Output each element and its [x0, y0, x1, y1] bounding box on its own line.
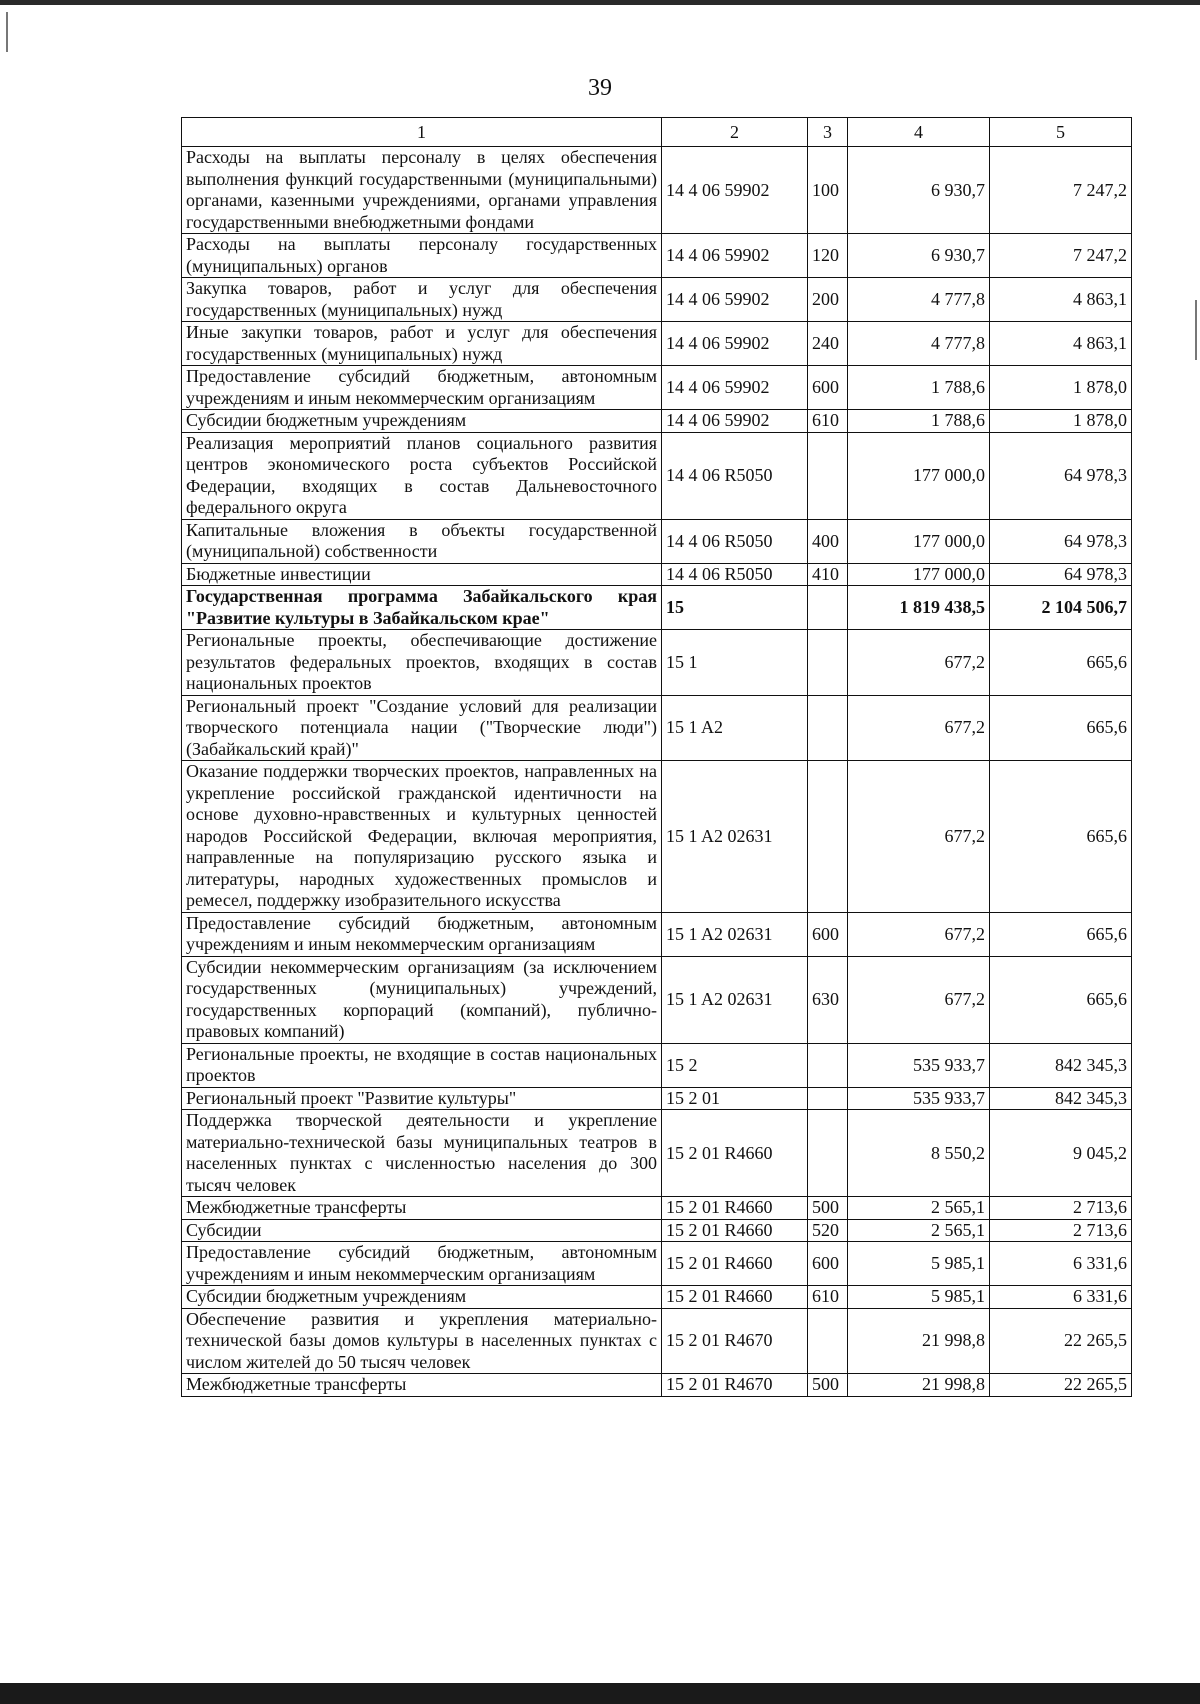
row-value-2024-cell: 21 998,8 [848, 1374, 990, 1397]
row-value-2024-cell: 677,2 [848, 630, 990, 696]
row-type-cell [808, 630, 848, 696]
row-code-cell: 15 2 [662, 1043, 808, 1087]
row-code-cell: 15 2 01 R4670 [662, 1374, 808, 1397]
row-name-cell: Предоставление субсидий бюджетным, автономным учреждениям и иным некоммерческим организациям [182, 1242, 662, 1286]
row-type-cell [808, 1110, 848, 1197]
row-type-cell [808, 761, 848, 913]
table-row [182, 1197, 1132, 1220]
row-name-cell: Межбюджетные трансферты [182, 1197, 662, 1220]
row-code-cell: 14 4 06 R5050 [662, 432, 808, 519]
table-row [182, 761, 1132, 913]
row-type-cell [808, 1308, 848, 1374]
row-name-cell: Региональные проекты, обеспечивающие достижение результатов федеральных проектов, входящих в состав национальных проектов [182, 630, 662, 696]
row-name-cell: Бюджетные инвестиции [182, 563, 662, 586]
row-value-2025-cell: 2 104 506,7 [990, 586, 1132, 630]
row-value-2024-cell: 5 985,1 [848, 1286, 990, 1309]
row-type-cell [808, 586, 848, 630]
row-name-cell: Государственная программа Забайкальского края "Развитие культуры в Забайкальском крае" [182, 586, 662, 630]
scan-border-bottom [0, 1683, 1200, 1704]
row-type-cell: 120 [808, 234, 848, 278]
row-value-2024-cell: 177 000,0 [848, 519, 990, 563]
scan-border-top [0, 0, 1200, 5]
row-value-2025-cell: 4 863,1 [990, 278, 1132, 322]
row-name-cell: Поддержка творческой деятельности и укрепление материально-технической базы муниципальных театров в населенных пунктах с численностью населения до 300 тысяч человек [182, 1110, 662, 1197]
table-row [182, 234, 1132, 278]
row-value-2024-cell: 4 777,8 [848, 322, 990, 366]
table-row [182, 1110, 1132, 1197]
row-value-2025-cell: 2 713,6 [990, 1197, 1132, 1220]
row-type-cell: 410 [808, 563, 848, 586]
header-cell: 4 [848, 118, 990, 147]
row-value-2025-cell: 6 331,6 [990, 1286, 1132, 1309]
row-name-cell: Региональный проект "Создание условий для реализации творческого потенциала нации ("Творческие люди") (Забайкальский край)" [182, 695, 662, 761]
row-value-2025-cell: 22 265,5 [990, 1374, 1132, 1397]
row-value-2024-cell: 8 550,2 [848, 1110, 990, 1197]
row-type-cell [808, 1087, 848, 1110]
row-type-cell: 200 [808, 278, 848, 322]
row-name-cell: Региональные проекты, не входящие в состав национальных проектов [182, 1043, 662, 1087]
header-cell: 1 [182, 118, 662, 147]
row-name-cell: Субсидии бюджетным учреждениям [182, 410, 662, 433]
row-type-cell: 500 [808, 1197, 848, 1220]
table-row [182, 366, 1132, 410]
table-row [182, 563, 1132, 586]
row-value-2025-cell: 842 345,3 [990, 1043, 1132, 1087]
row-code-cell: 15 1 A2 02631 [662, 956, 808, 1043]
row-code-cell: 15 2 01 R4660 [662, 1242, 808, 1286]
row-value-2025-cell: 64 978,3 [990, 519, 1132, 563]
row-name-cell: Оказание поддержки творческих проектов, направленных на укрепление российской гражданской идентичности на основе духовно-нравственных и культурных ценностей народов Российской Федерации, включая мероприятия, направленные на популяризацию русского языка и литературы, народных художественных промыслов и ремесел, поддержку изобразительного искусства [182, 761, 662, 913]
row-code-cell: 14 4 06 R5050 [662, 563, 808, 586]
row-type-cell: 630 [808, 956, 848, 1043]
row-value-2024-cell: 21 998,8 [848, 1308, 990, 1374]
row-code-cell: 14 4 06 59902 [662, 278, 808, 322]
row-type-cell: 600 [808, 366, 848, 410]
row-value-2024-cell: 535 933,7 [848, 1087, 990, 1110]
row-code-cell: 15 1 A2 02631 [662, 912, 808, 956]
row-type-cell [808, 1043, 848, 1087]
row-value-2024-cell: 677,2 [848, 956, 990, 1043]
row-value-2024-cell: 677,2 [848, 695, 990, 761]
row-value-2025-cell: 7 247,2 [990, 147, 1132, 234]
table-row [182, 1219, 1132, 1242]
row-code-cell: 14 4 06 59902 [662, 234, 808, 278]
row-code-cell: 15 2 01 [662, 1087, 808, 1110]
budget-table [181, 117, 1132, 1397]
row-value-2024-cell: 5 985,1 [848, 1242, 990, 1286]
row-value-2024-cell: 177 000,0 [848, 432, 990, 519]
table-row [182, 410, 1132, 433]
row-type-cell: 610 [808, 410, 848, 433]
row-code-cell: 15 [662, 586, 808, 630]
row-value-2025-cell: 842 345,3 [990, 1087, 1132, 1110]
header-cell: 5 [990, 118, 1132, 147]
row-value-2024-cell: 177 000,0 [848, 563, 990, 586]
row-name-cell: Капитальные вложения в объекты государственной (муниципальной) собственности [182, 519, 662, 563]
header-cell: 2 [662, 118, 808, 147]
row-value-2025-cell: 22 265,5 [990, 1308, 1132, 1374]
row-code-cell: 15 1 [662, 630, 808, 696]
row-name-cell: Обеспечение развития и укрепления материально-технической базы домов культуры в населенных пунктах с числом жителей до 50 тысяч человек [182, 1308, 662, 1374]
table-row [182, 1242, 1132, 1286]
row-value-2024-cell: 2 565,1 [848, 1197, 990, 1220]
table-row [182, 630, 1132, 696]
row-value-2025-cell: 2 713,6 [990, 1219, 1132, 1242]
table-row [182, 912, 1132, 956]
row-name-cell: Субсидии [182, 1219, 662, 1242]
table-row [182, 586, 1132, 630]
row-type-cell: 600 [808, 912, 848, 956]
row-type-cell: 100 [808, 147, 848, 234]
row-value-2025-cell: 665,6 [990, 761, 1132, 913]
table-row [182, 519, 1132, 563]
row-code-cell: 15 2 01 R4660 [662, 1197, 808, 1220]
row-value-2025-cell: 6 331,6 [990, 1242, 1132, 1286]
row-value-2024-cell: 6 930,7 [848, 234, 990, 278]
row-name-cell: Региональный проект "Развитие культуры" [182, 1087, 662, 1110]
row-type-cell: 520 [808, 1219, 848, 1242]
scan-artifact-mark [1195, 300, 1197, 360]
row-value-2025-cell: 7 247,2 [990, 234, 1132, 278]
row-name-cell: Закупка товаров, работ и услуг для обеспечения государственных (муниципальных) нужд [182, 278, 662, 322]
row-type-cell: 600 [808, 1242, 848, 1286]
table-row [182, 147, 1132, 234]
row-value-2024-cell: 2 565,1 [848, 1219, 990, 1242]
row-code-cell: 14 4 06 59902 [662, 410, 808, 433]
row-code-cell: 15 2 01 R4670 [662, 1308, 808, 1374]
row-value-2025-cell: 64 978,3 [990, 563, 1132, 586]
table-header-row [182, 118, 1132, 147]
table-row [182, 278, 1132, 322]
row-value-2025-cell: 1 878,0 [990, 366, 1132, 410]
row-name-cell: Предоставление субсидий бюджетным, автономным учреждениям и иным некоммерческим организациям [182, 912, 662, 956]
row-type-cell: 400 [808, 519, 848, 563]
row-code-cell: 15 2 01 R4660 [662, 1219, 808, 1242]
row-type-cell: 610 [808, 1286, 848, 1309]
row-name-cell: Иные закупки товаров, работ и услуг для обеспечения государственных (муниципальных) нужд [182, 322, 662, 366]
row-name-cell: Субсидии бюджетным учреждениям [182, 1286, 662, 1309]
row-value-2024-cell: 1 788,6 [848, 410, 990, 433]
row-type-cell: 240 [808, 322, 848, 366]
row-value-2024-cell: 677,2 [848, 912, 990, 956]
row-name-cell: Межбюджетные трансферты [182, 1374, 662, 1397]
table-row [182, 432, 1132, 519]
row-value-2025-cell: 9 045,2 [990, 1110, 1132, 1197]
row-code-cell: 14 4 06 59902 [662, 366, 808, 410]
row-value-2025-cell: 665,6 [990, 956, 1132, 1043]
table-row [182, 1087, 1132, 1110]
header-cell: 3 [808, 118, 848, 147]
row-name-cell: Расходы на выплаты персоналу в целях обеспечения выполнения функций государственными (муниципальными) органами, казенными учреждениями, органами управления государственными внебюджетными фондами [182, 147, 662, 234]
row-value-2025-cell: 1 878,0 [990, 410, 1132, 433]
table-row [182, 1308, 1132, 1374]
row-code-cell: 14 4 06 59902 [662, 322, 808, 366]
row-type-cell [808, 432, 848, 519]
row-value-2024-cell: 677,2 [848, 761, 990, 913]
row-value-2025-cell: 665,6 [990, 695, 1132, 761]
table-row [182, 1374, 1132, 1397]
row-type-cell: 500 [808, 1374, 848, 1397]
row-value-2024-cell: 4 777,8 [848, 278, 990, 322]
row-value-2024-cell: 1 819 438,5 [848, 586, 990, 630]
table-row [182, 322, 1132, 366]
row-value-2025-cell: 665,6 [990, 912, 1132, 956]
row-value-2025-cell: 4 863,1 [990, 322, 1132, 366]
table-row [182, 1043, 1132, 1087]
row-value-2024-cell: 535 933,7 [848, 1043, 990, 1087]
table-row [182, 1286, 1132, 1309]
row-code-cell: 14 4 06 R5050 [662, 519, 808, 563]
row-name-cell: Реализация мероприятий планов социального развития центров экономического роста субъектов Российской Федерации, входящих в состав Дальневосточного федерального округа [182, 432, 662, 519]
row-name-cell: Предоставление субсидий бюджетным, автономным учреждениям и иным некоммерческим организациям [182, 366, 662, 410]
row-value-2025-cell: 64 978,3 [990, 432, 1132, 519]
table-row [182, 956, 1132, 1043]
row-code-cell: 14 4 06 59902 [662, 147, 808, 234]
row-code-cell: 15 1 A2 [662, 695, 808, 761]
row-code-cell: 15 1 A2 02631 [662, 761, 808, 913]
row-name-cell: Расходы на выплаты персоналу государственных (муниципальных) органов [182, 234, 662, 278]
table-row [182, 695, 1132, 761]
row-value-2025-cell: 665,6 [990, 630, 1132, 696]
row-value-2024-cell: 1 788,6 [848, 366, 990, 410]
row-code-cell: 15 2 01 R4660 [662, 1110, 808, 1197]
row-type-cell [808, 695, 848, 761]
page-number: 39 [588, 75, 612, 101]
row-value-2024-cell: 6 930,7 [848, 147, 990, 234]
row-name-cell: Субсидии некоммерческим организациям (за исключением государственных (муниципальных) учреждений, государственных корпораций (компаний), публично-правовых компаний) [182, 956, 662, 1043]
row-code-cell: 15 2 01 R4660 [662, 1286, 808, 1309]
scan-artifact-mark [6, 12, 8, 52]
